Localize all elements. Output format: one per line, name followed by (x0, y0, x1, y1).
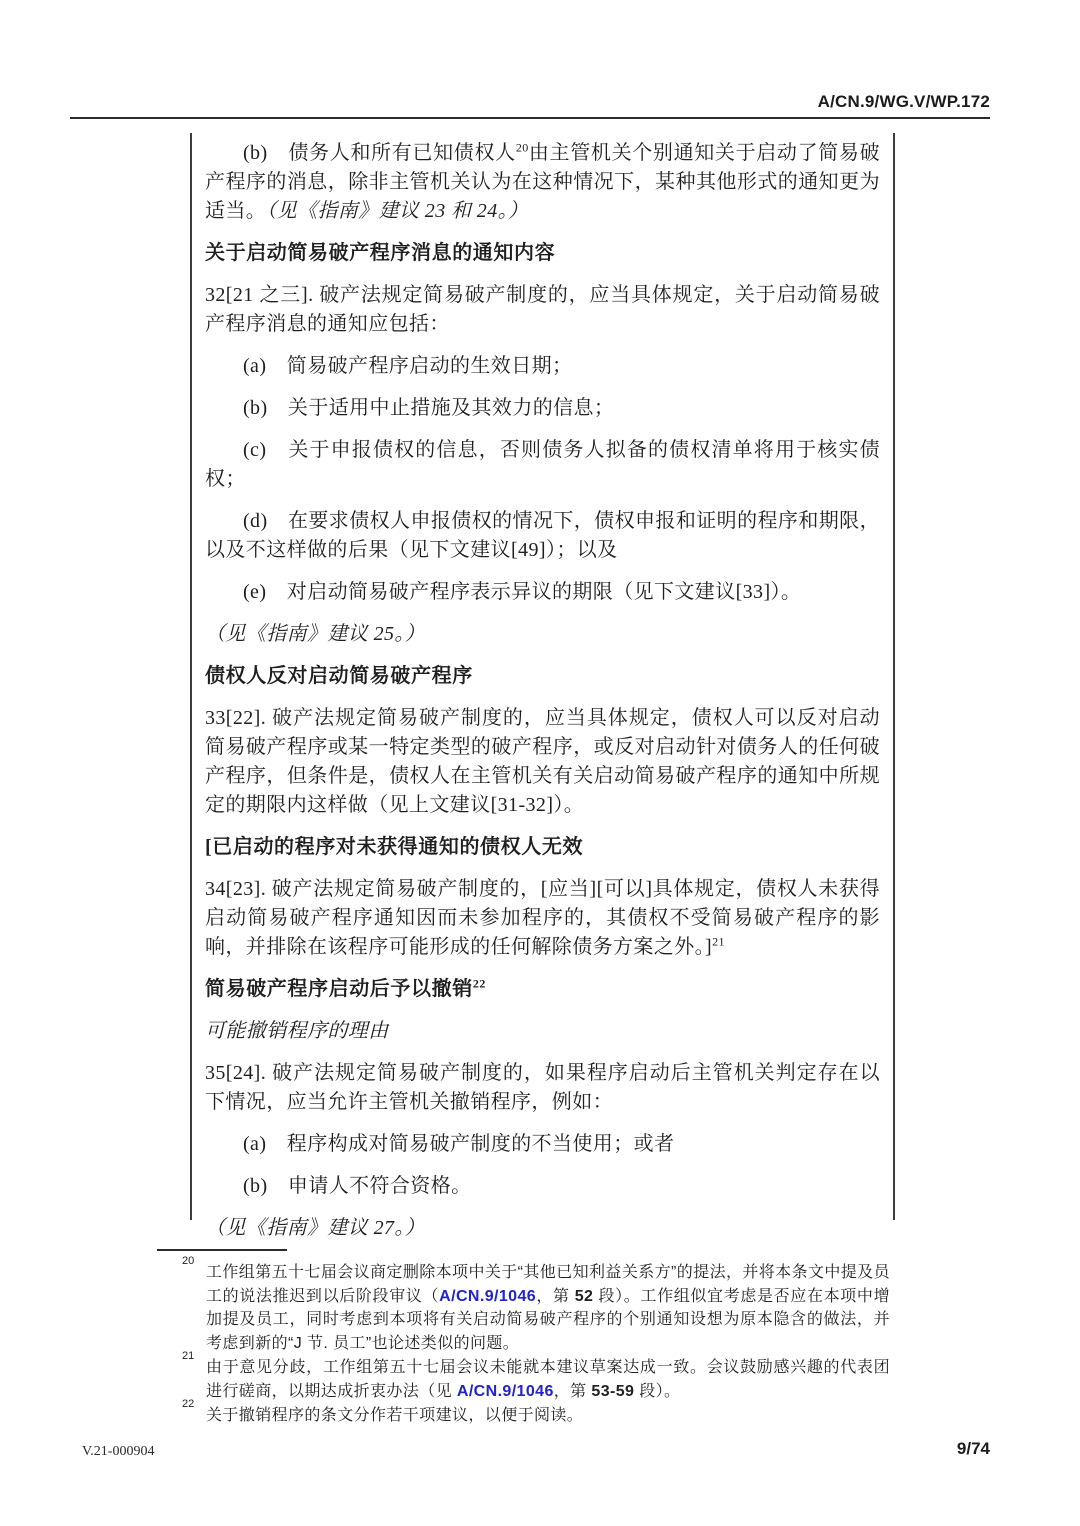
section-heading (205, 239, 880, 268)
list-item (205, 1130, 880, 1159)
footnote-separator (157, 1249, 287, 1251)
section-heading (205, 833, 880, 862)
footer-page-number: 9/74 (956, 1439, 990, 1458)
footnotes-section (180, 1255, 890, 1429)
document-body (205, 139, 880, 1243)
footnote-ref: 20 (515, 140, 529, 155)
text-run: (b) 关于适用中止措施及其效力的信息； (243, 397, 615, 419)
page-header (70, 92, 990, 112)
footnote-ref: 21 (712, 934, 725, 949)
text-run: 可能撤销程序的理由 (205, 1020, 389, 1042)
text-run: 简易破产程序启动后予以撤销 (205, 978, 473, 1000)
paragraph (205, 704, 880, 820)
text-run: (a) 程序构成对简易破产制度的不当使用；或者 (243, 1133, 675, 1155)
text-run: 由于意见分歧，工作组第五十七届会议未能就本建议草案达成一致。会议鼓励感兴趣的代表团进行磋商，以期达成折衷办法（见 (206, 1359, 890, 1400)
text-run: （见《指南》建议 25。） (205, 623, 426, 645)
text-run: [已启动的程序对未获得通知的债权人无效 (205, 836, 584, 858)
remark (205, 1214, 880, 1243)
text-run: （见《指南》建议 27。） (205, 1217, 426, 1239)
text-run: (d) 在要求债权人申报债权的情况下，债权申报和证明的程序和期限，以及不这样做的后果（见下文建议[49]）；以及 (205, 510, 880, 561)
footnote: 22 关于撤销程序的条文分作若干项建议，以便于阅读。 (182, 1398, 584, 1424)
text-run: (c) 关于申报债权的信息，否则债务人拟备的债权清单将用于核实债权； (205, 439, 880, 490)
paragraph (205, 281, 880, 339)
list-item (205, 352, 880, 381)
italic-text: （见《指南》建议 23 和 24。） (266, 200, 529, 222)
content-change-box (190, 133, 895, 1239)
text-run: 段）。工作组似宜考虑是否应在本项中增加提及员工，同时考虑到本项将有关启动简易破产程序的个别通知设想为原本隐含的做法，并考虑到新的“J 节. 员工”也论述类似的问题。 (206, 1287, 890, 1352)
paragraph (205, 1059, 880, 1117)
bold-text: 53-59 (591, 1382, 635, 1400)
list-item (205, 139, 880, 226)
text-run: 35[24]. 破产法规定简易破产制度的，如果程序启动后主管机关判定存在以下情况，应当允许主管机关撤销程序，例如： (205, 1062, 880, 1113)
text-run: 33[22]. 破产法规定简易破产制度的，应当具体规定，债权人可以反对启动简易破产程序或某一特定类型的破产程序，或反对启动针对债务人的任何破产程序，但条件是，债权人在主管机关有关启动简易破产程序的通知中所规定的期限内这样做（见上文建议[31-32]）。 (205, 707, 880, 816)
text-run: 由主管机关个别通知关于启动了简易破产程序的消息，除非主管机关认为在这种情况下，某种其他形式的通知更为适当。 (205, 142, 880, 222)
text-run: 关于撤销程序的条文分作若干项建议，以便于阅读。 (206, 1407, 584, 1424)
text-run: (b) 申请人不符合资格。 (243, 1175, 472, 1197)
list-item (205, 507, 880, 565)
footer-job-number: V.21-000904 (82, 1444, 155, 1459)
footnote-ref: 22 (472, 976, 487, 991)
text-run: 债权人反对启动简易破产程序 (205, 665, 473, 687)
text-run: (e) 对启动简易破产程序表示异议的期限（见下文建议[33]）。 (243, 581, 802, 603)
paragraph (205, 875, 880, 962)
text-run: (b) 债务人和所有已知债权人 (243, 142, 516, 164)
text-run: (a) 简易破产程序启动的生效日期； (243, 355, 573, 377)
text-run: 关于启动简易破产程序消息的通知内容 (205, 242, 556, 264)
footnote: 21 由于意见分歧，工作组第五十七届会议未能就本建议草案达成一致。会议鼓励感兴趣的代表团进行磋商，以期达成折衷办法（见 A/CN.9/1046，第 53-59 段）。 (182, 1350, 890, 1400)
list-item (205, 578, 880, 607)
text-run: ，第 (536, 1287, 575, 1305)
doc-link[interactable]: A/CN.9/1046 (456, 1382, 554, 1400)
text-run: ，第 (553, 1382, 592, 1400)
section-heading (205, 975, 880, 1004)
doc-symbol: A/CN.9/WG.V/WP.172 (817, 92, 990, 111)
bold-text: 52 (574, 1287, 594, 1305)
header-rule (70, 117, 990, 119)
text-run: 32[21 之三]. 破产法规定简易破产制度的，应当具体规定，关于启动简易破产程序消息的通知应包括： (205, 284, 880, 335)
sub-heading (205, 1017, 880, 1046)
footnote: 20 工作组第五十七届会议商定删除本项中关于“其他已知利益关系方”的提法，并将本条文中提及员工的说法推迟到以后阶段审议（A/CN.9/1046，第 52 段）。工作组似宜考虑是否应在本项中增加提及员工，同时考虑到本项将有关启动简易破产程序的个别通知设想为原本隐含的做法，并考虑到新的“J 节. 员工”也论述类似的问题。 (182, 1255, 890, 1352)
list-item (205, 394, 880, 423)
doc-link[interactable]: A/CN.9/1046 (439, 1287, 537, 1305)
list-item (205, 1172, 880, 1201)
section-heading (205, 662, 880, 691)
text-run: 34[23]. 破产法规定简易破产制度的，[应当][可以]具体规定，债权人未获得启动简易破产程序通知因而未参加程序的，其债权不受简易破产程序的影响，并排除在该程序可能形成的任何解除债务方案之外。] (205, 878, 880, 958)
text-run: 工作组第五十七届会议商定删除本项中关于“其他已知利益关系方”的提法，并将本条文中提及员工的说法推迟到以后阶段审议（ (206, 1264, 890, 1305)
text-run: 段）。 (634, 1382, 681, 1400)
remark (205, 620, 880, 649)
list-item (205, 436, 880, 494)
